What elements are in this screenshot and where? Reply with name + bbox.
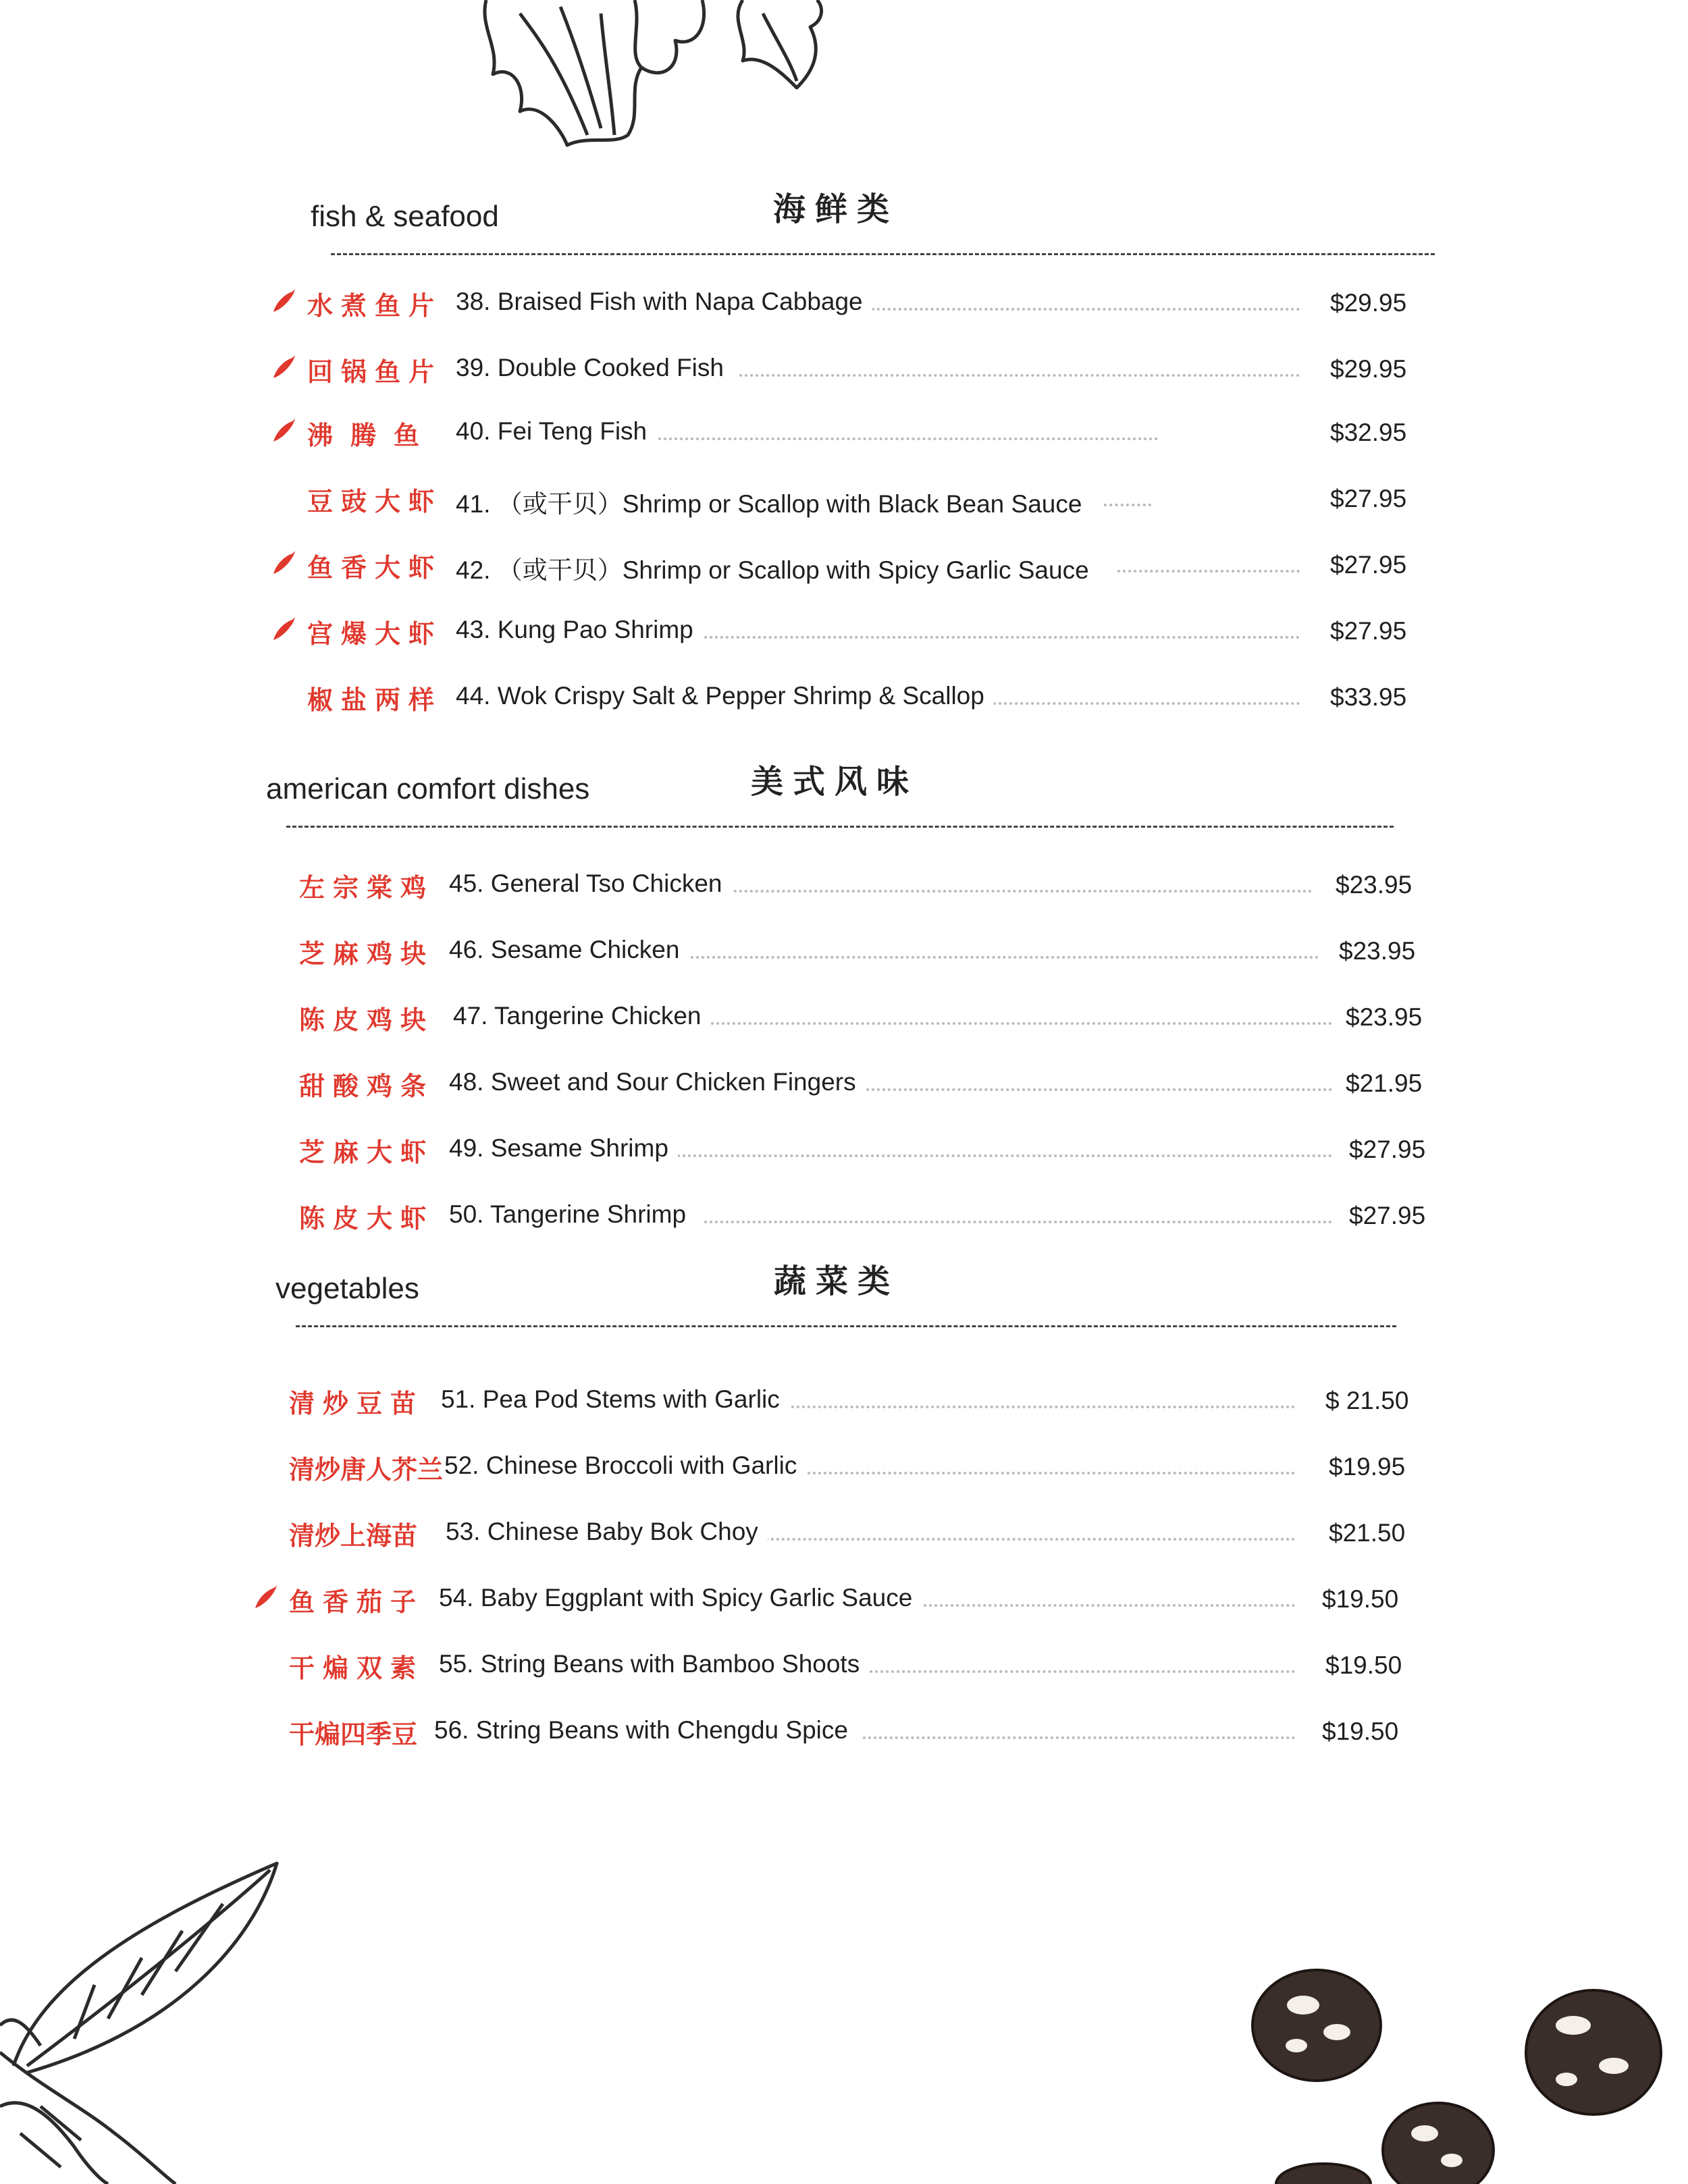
dish-name-en: 45. General Tso Chicken (449, 870, 732, 898)
section-title-zh: 海鲜类 (773, 190, 899, 228)
dot-leader (691, 956, 1319, 959)
dish-price: $19.50 (1319, 1651, 1402, 1680)
dish-price: $29.95 (1323, 289, 1406, 317)
dish-name-zh: 干煸四季豆 (289, 1720, 418, 1749)
menu-item (299, 996, 1427, 1037)
dot-leader (704, 1221, 1332, 1223)
dish-price: $27.95 (1323, 617, 1406, 645)
dish-name-en: 40. Fei Teng Fish (456, 417, 656, 446)
section-divider (296, 1325, 1396, 1327)
dish-price: $27.95 (1342, 1202, 1425, 1230)
chili-pepper-icon (269, 354, 296, 381)
dish-name-zh: 芝麻鸡块 (299, 939, 435, 969)
dish-name-zh: 鱼香大虾 (307, 553, 443, 583)
dot-leader (775, 1406, 1295, 1408)
dish-name-en: 41. （或干贝）Shrimp or Scallop with Black Bean Sauce (456, 483, 1091, 520)
dish-name-zh: 清炒豆苗 (289, 1389, 425, 1418)
menu-item (289, 1380, 1410, 1420)
dish-name-en: 54. Baby Eggplant with Spicy Garlic Sauce (439, 1584, 922, 1612)
dish-name-en: 47. Tangerine Chicken (453, 1002, 711, 1030)
menu-item (289, 1446, 1410, 1487)
section-title-en: american comfort dishes (266, 772, 590, 805)
menu-item (289, 1645, 1410, 1685)
dot-leader (924, 1604, 1295, 1607)
section-title-en: fish & seafood (311, 200, 499, 233)
dot-leader (866, 1088, 1332, 1091)
section-header-fish-seafood (311, 174, 1435, 255)
menu-item (307, 676, 1415, 717)
menu-item (307, 412, 1415, 452)
dish-name-zh: 甜酸鸡条 (299, 1071, 435, 1101)
dish-name-en: 48. Sweet and Sour Chicken Fingers (449, 1068, 866, 1096)
menu-item (299, 864, 1427, 905)
dish-name-zh: 陈皮大虾 (299, 1204, 435, 1233)
menu-item (307, 348, 1415, 389)
dish-name-zh: 左宗棠鸡 (299, 873, 435, 903)
dish-name-zh: 芝麻大虾 (299, 1138, 435, 1167)
dish-name-en: 46. Sesame Chicken (449, 936, 689, 964)
dish-price: $32.95 (1323, 419, 1406, 447)
dot-leader (982, 702, 1300, 705)
dot-leader (677, 1154, 1332, 1157)
menu-item (307, 282, 1415, 323)
menu-item (289, 1512, 1410, 1553)
dish-name-zh: 陈皮鸡块 (299, 1005, 435, 1035)
dish-name-zh: 椒盐两样 (307, 685, 443, 715)
dish-price: $23.95 (1329, 871, 1412, 899)
dot-leader (863, 1736, 1295, 1739)
dot-leader (711, 1022, 1332, 1025)
dish-name-en: 56. String Beans with Chengdu Spice (434, 1716, 858, 1744)
section-divider (286, 826, 1394, 828)
chili-pepper-icon (269, 417, 296, 444)
dot-leader (739, 374, 1300, 377)
dish-price: $27.95 (1323, 551, 1406, 579)
dish-price: $19.95 (1322, 1453, 1405, 1481)
dot-leader (755, 1538, 1295, 1541)
dish-price: $21.95 (1339, 1069, 1422, 1098)
menu-item (299, 1129, 1427, 1169)
dot-leader (802, 1472, 1295, 1474)
menu-item (289, 1711, 1410, 1751)
section-header-american-comfort (266, 747, 1394, 828)
section-title-zh: 美式风味 (751, 763, 919, 801)
section-title-zh: 蔬菜类 (774, 1262, 900, 1300)
dish-price: $27.95 (1323, 485, 1406, 513)
chili-pepper-icon (251, 1584, 278, 1611)
chili-pepper-icon (269, 288, 296, 315)
dish-price: $23.95 (1332, 937, 1415, 965)
dish-name-zh: 宫爆大虾 (307, 619, 443, 649)
chili-pepper-icon (269, 550, 296, 577)
dish-name-zh: 清炒唐人芥兰 (289, 1455, 444, 1485)
section-title-en: vegetables (275, 1272, 419, 1305)
dish-name-zh: 清炒上海苗 (289, 1521, 418, 1551)
section-header-vegetables (275, 1246, 1396, 1327)
menu-item (307, 478, 1415, 518)
dish-name-en: 38. Braised Fish with Napa Cabbage (456, 288, 872, 316)
dish-name-en: 53. Chinese Baby Bok Choy (446, 1518, 768, 1546)
dish-name-zh: 沸腾鱼 (307, 421, 438, 450)
dish-name-zh: 豆豉大虾 (307, 487, 443, 516)
dish-name-zh: 水煮鱼片 (307, 291, 443, 321)
dish-name-zh: 回锅鱼片 (307, 357, 443, 387)
dot-leader (870, 1670, 1295, 1673)
section-divider (331, 253, 1435, 255)
menu-item (299, 930, 1427, 971)
dish-price: $19.50 (1315, 1717, 1398, 1746)
dish-price: $29.95 (1323, 355, 1406, 383)
dot-leader (1117, 570, 1300, 572)
dot-leader (861, 308, 1300, 311)
dish-name-zh: 干煸双素 (289, 1653, 425, 1683)
menu-item (299, 1195, 1427, 1235)
dish-name-en: 51. Pea Pod Stems with Garlic (441, 1385, 789, 1414)
dish-name-en: 43. Kung Pao Shrimp (456, 616, 703, 644)
dish-price: $23.95 (1339, 1003, 1422, 1032)
cilantro-illustration-top (459, 0, 878, 155)
dish-price: $ 21.50 (1319, 1387, 1408, 1415)
menu-item (307, 610, 1415, 651)
dish-name-en: 52. Chinese Broccoli with Garlic (444, 1451, 806, 1480)
chili-pepper-icon (269, 616, 296, 643)
dish-name-en: 55. String Beans with Bamboo Shoots (439, 1650, 869, 1678)
dish-name-en: 42. （或干贝）Shrimp or Scallop with Spicy Garlic Sauce (456, 550, 1099, 586)
dish-name-en: 50. Tangerine Shrimp (449, 1200, 695, 1229)
peppercorn-illustration-bottom-right (1229, 1958, 1688, 2184)
dish-price: $21.50 (1322, 1519, 1405, 1547)
dot-leader (1104, 504, 1151, 506)
dot-leader (699, 636, 1300, 639)
dot-leader (718, 890, 1312, 893)
dish-name-en: 49. Sesame Shrimp (449, 1134, 678, 1163)
dish-name-en: 44. Wok Crispy Salt & Pepper Shrimp & Scallop (456, 682, 994, 710)
leaf-illustration-bottom-left (0, 1850, 284, 2184)
dish-price: $27.95 (1342, 1136, 1425, 1164)
menu-item (299, 1063, 1427, 1103)
dish-name-zh: 鱼香茄子 (289, 1587, 425, 1617)
menu-item (307, 544, 1415, 585)
menu-item (289, 1578, 1410, 1619)
dot-leader (658, 437, 1158, 440)
dish-price: $19.50 (1315, 1585, 1398, 1614)
dish-name-en: 39. Double Cooked Fish (456, 354, 733, 382)
dish-price: $33.95 (1323, 683, 1406, 712)
